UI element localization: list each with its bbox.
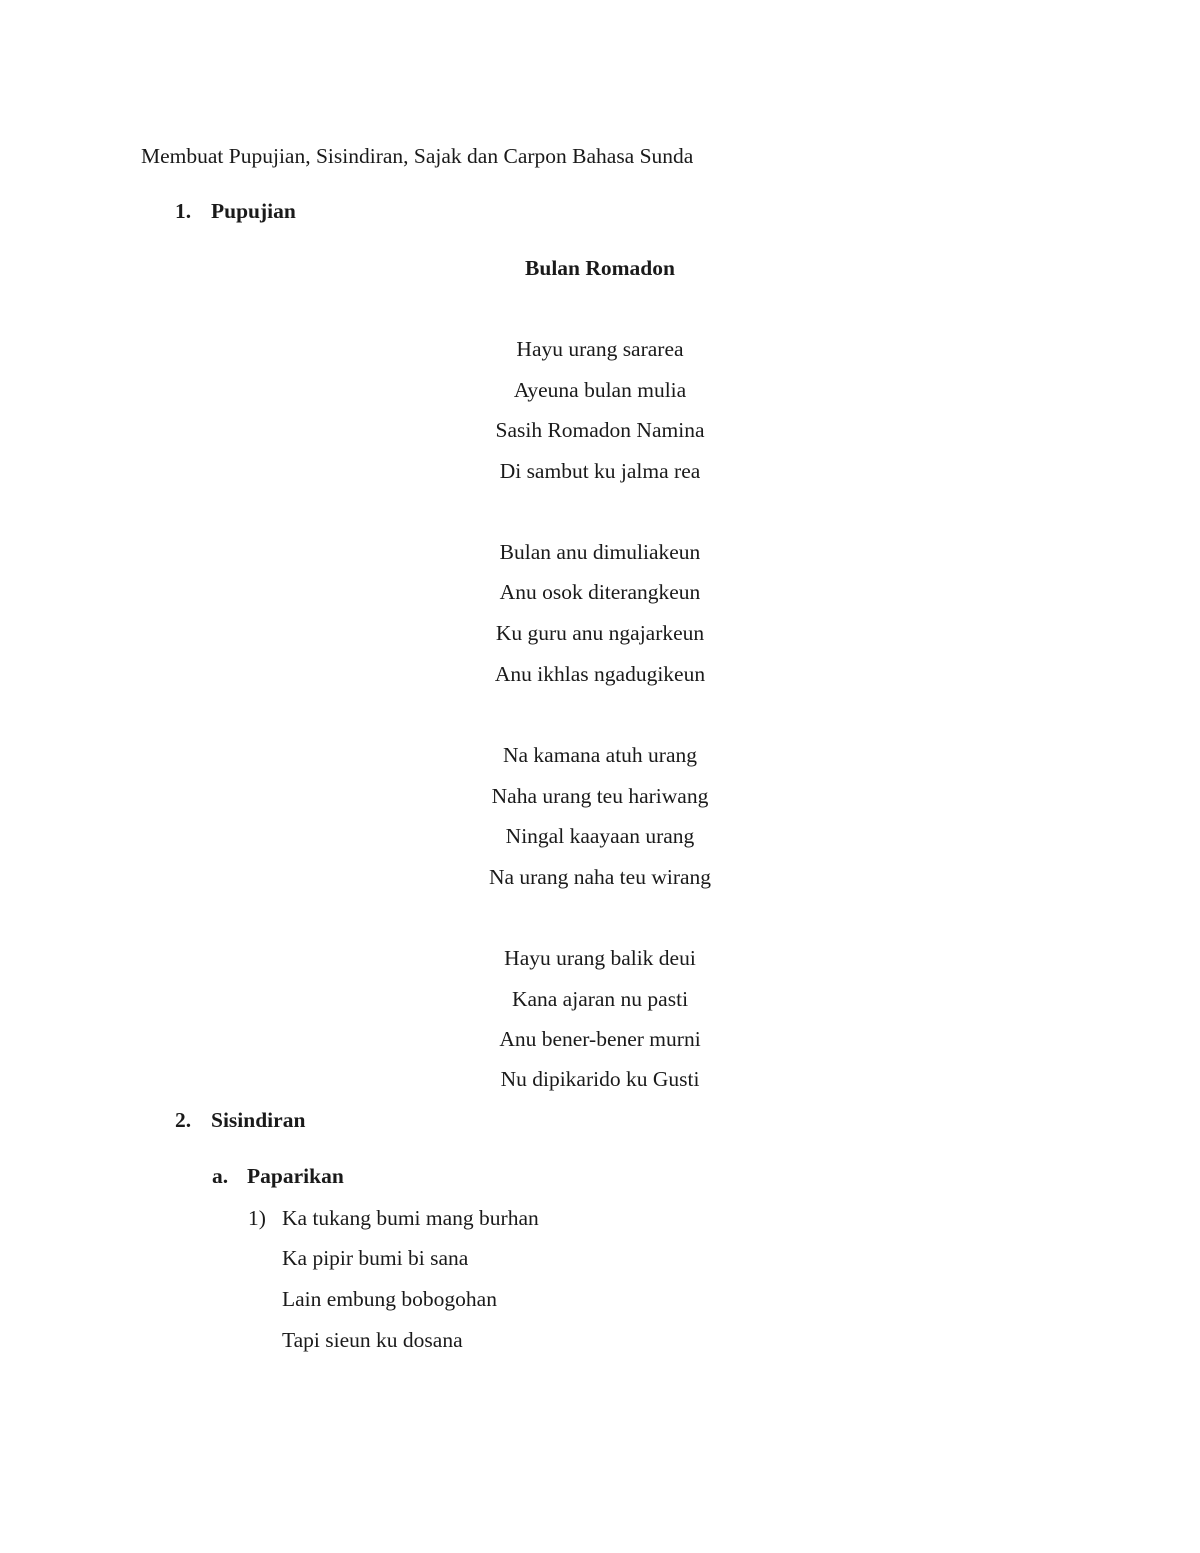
poem-line: Ningal kaayaan urang <box>505 824 695 848</box>
poem-line: Di sambut ku jalma rea <box>499 459 701 483</box>
item-number: 1) <box>248 1206 266 1230</box>
subsection-letter: a. <box>212 1164 229 1188</box>
poem-line: Anu ikhlas ngadugikeun <box>494 662 706 686</box>
poem-line: Anu osok diterangkeun <box>499 580 701 604</box>
subsection-heading: Paparikan <box>247 1164 344 1188</box>
verse-line: Tapi sieun ku dosana <box>282 1328 463 1352</box>
poem-line: Naha urang teu hariwang <box>491 784 709 808</box>
verse-line: Ka tukang bumi mang burhan <box>282 1206 539 1230</box>
section-heading: Sisindiran <box>211 1108 306 1132</box>
section-heading: Pupujian <box>211 199 296 223</box>
poem-line: Kana ajaran nu pasti <box>511 987 689 1011</box>
poem-line: Nu dipikarido ku Gusti <box>500 1067 700 1091</box>
poem-line: Bulan anu dimuliakeun <box>499 540 701 564</box>
poem-line: Ayeuna bulan mulia <box>513 378 687 402</box>
poem-line: Na urang naha teu wirang <box>488 865 712 889</box>
poem-line: Hayu urang sararea <box>516 337 684 361</box>
verse-line: Lain embung bobogohan <box>282 1287 497 1311</box>
poem-line: Na kamana atuh urang <box>502 743 697 767</box>
poem-line: Hayu urang balik deui <box>504 946 696 970</box>
verse-line: Ka pipir bumi bi sana <box>282 1246 469 1270</box>
poem-line: Ku guru anu ngajarkeun <box>495 621 705 645</box>
poem-line: Anu bener-bener murni <box>499 1027 701 1051</box>
document-title: Membuat Pupujian, Sisindiran, Sajak dan Carpon Bahasa Sunda <box>141 144 694 168</box>
section-number: 1. <box>175 199 192 223</box>
poem-title: Bulan Romadon <box>525 256 675 280</box>
poem-line: Sasih Romadon Namina <box>495 418 705 442</box>
section-number: 2. <box>175 1108 192 1132</box>
